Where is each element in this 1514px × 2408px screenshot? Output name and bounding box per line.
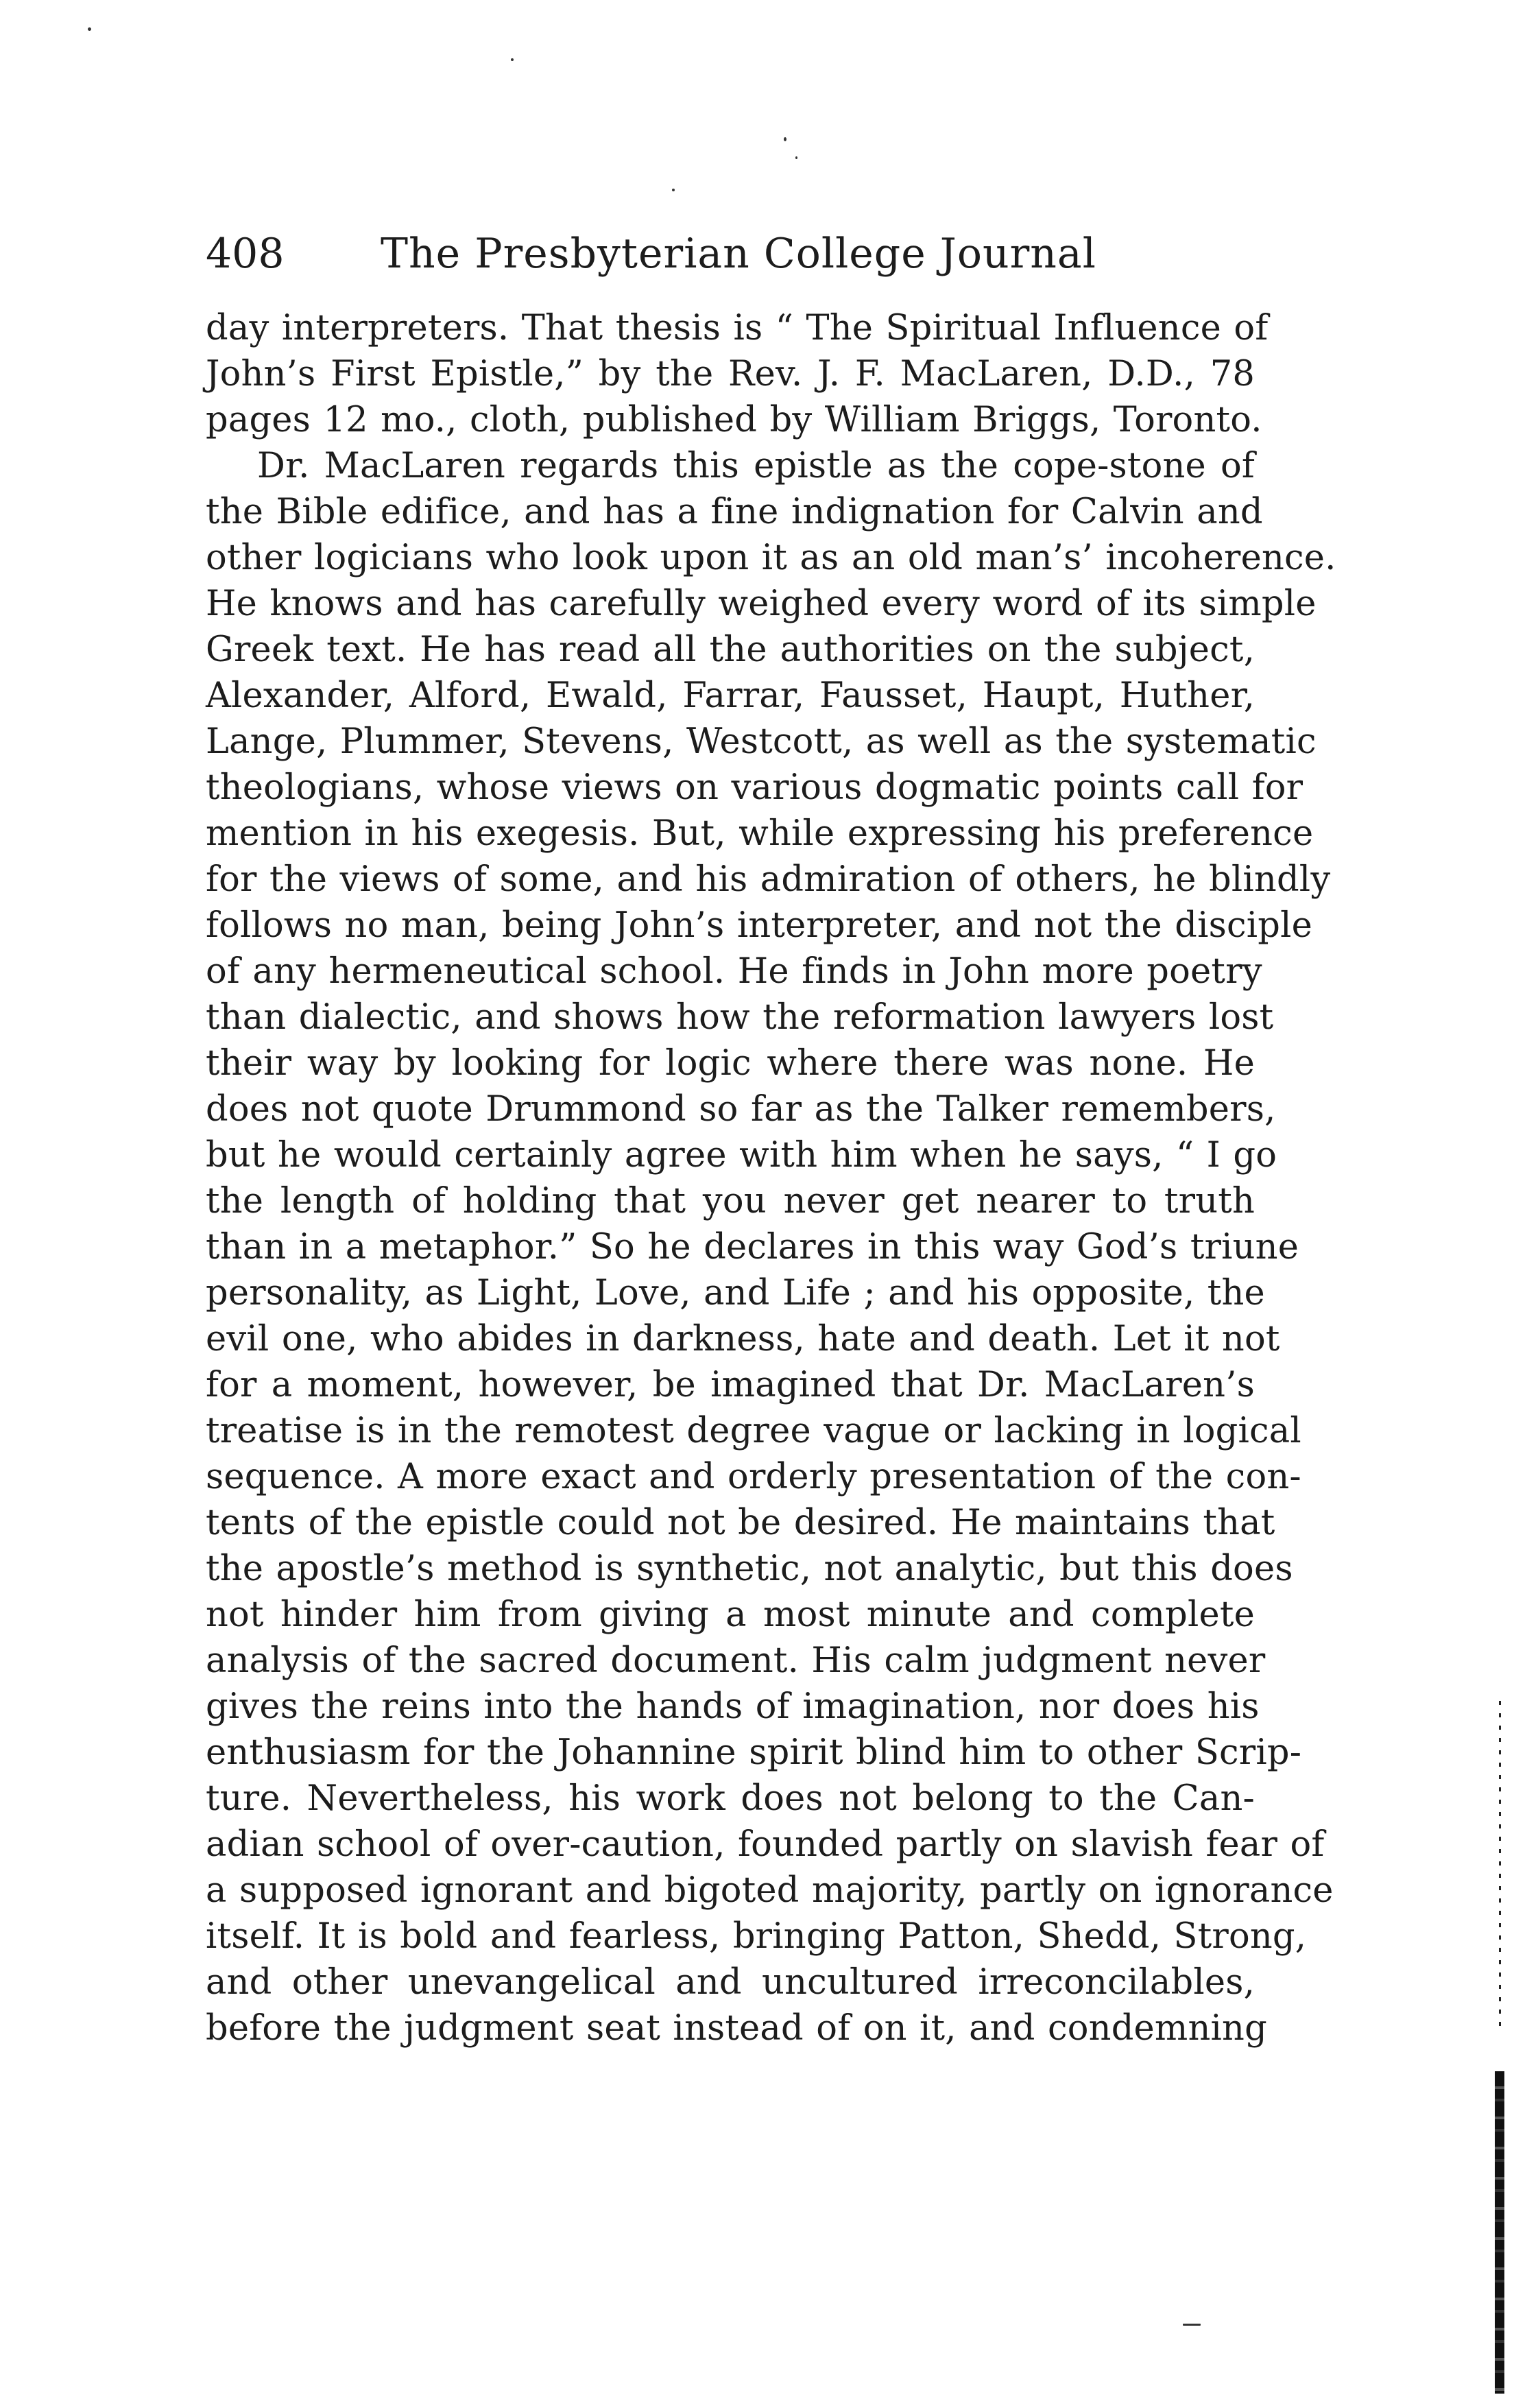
text-line: Dr. MacLaren regards this epistle as the cope-stone of: [257, 446, 1255, 486]
page-header: [206, 223, 1118, 285]
text-line: theologians, whose views on various dogmatic points call for: [206, 767, 1303, 808]
text-line: He knows and has carefully weighed every word of its simple: [206, 584, 1317, 624]
text-line: pages 12 mo., cloth, published by William Briggs, Toronto.: [206, 400, 1262, 440]
text-line: for the views of some, and his admiration of others, he blindly: [206, 859, 1331, 900]
scan-speck: [784, 137, 786, 141]
text-line: day interpreters. That thesis is “ The Spiritual Influence of: [206, 308, 1269, 348]
scan-edge-bar: [1495, 2071, 1504, 2394]
text-line: analysis of the sacred document. His calm judgment never: [206, 1641, 1266, 1681]
text-line: other logicians who look upon it as an old man’s’ incoherence.: [206, 538, 1336, 578]
text-line: but he would certainly agree with him when he says, “ I go: [206, 1135, 1277, 1176]
page-number: 408: [206, 230, 285, 278]
text-line: itself. It is bold and fearless, bringing Patton, Shedd, Strong,: [206, 1916, 1307, 1957]
scan-speck: [88, 27, 91, 31]
text-line: the Bible edifice, and has a fine indignation for Calvin and: [206, 492, 1263, 532]
scan-speck: [672, 189, 675, 191]
text-line: before the judgment seat instead of on it, and condemning: [206, 2008, 1267, 2049]
text-line: gives the reins into the hands of imagination, nor does his: [206, 1686, 1260, 1727]
text-line: their way by looking for logic where there was none. He: [206, 1043, 1255, 1084]
text-line: Lange, Plummer, Stevens, Westcott, as well as the systematic: [206, 722, 1317, 762]
text-line: than in a metaphor.” So he declares in this way God’s triune: [206, 1227, 1299, 1267]
text-line: the length of holding that you never get nearer to truth: [206, 1181, 1255, 1221]
text-line: and other unevangelical and uncultured irreconcilables,: [206, 1962, 1255, 2003]
scan-speck: [795, 156, 797, 159]
text-line: John’s First Epistle,” by the Rev. J. F. MacLaren, D.D., 78: [206, 354, 1255, 394]
text-line: sequence. A more exact and orderly presentation of the con-: [206, 1457, 1301, 1497]
text-line: enthusiasm for the Johannine spirit blind him to other Scrip-: [206, 1732, 1302, 1773]
text-line: ture. Nevertheless, his work does not belong to the Can-: [206, 1778, 1255, 1819]
text-line: Alexander, Alford, Ewald, Farrar, Fausset, Haupt, Huther,: [206, 676, 1255, 716]
text-line: for a moment, however, be imagined that Dr. MacLaren’s: [206, 1365, 1255, 1405]
text-line: treatise is in the remotest degree vague or lacking in logical: [206, 1411, 1301, 1451]
running-title: The Presbyterian College Journal: [381, 230, 1096, 278]
text-line: Greek text. He has read all the authorities on the subject,: [206, 630, 1255, 670]
text-line: personality, as Light, Love, and Life ; and his opposite, the: [206, 1273, 1265, 1313]
scan-speck: [1183, 2324, 1201, 2326]
text-line: does not quote Drummond so far as the Talker remembers,: [206, 1089, 1276, 1130]
text-line: not hinder him from giving a most minute and complete: [206, 1595, 1255, 1635]
text-line: of any hermeneutical school. He finds in John more poetry: [206, 951, 1262, 992]
text-line: evil one, who abides in darkness, hate and death. Let it not: [206, 1319, 1280, 1359]
scan-edge-marks: [1495, 1701, 1504, 2394]
text-line: tents of the epistle could not be desired. He maintains that: [206, 1503, 1275, 1543]
text-line: adian school of over-caution, founded partly on slavish fear of: [206, 1824, 1325, 1865]
scan-speck: [511, 58, 514, 61]
text-line: a supposed ignorant and bigoted majority, partly on ignorance: [206, 1870, 1334, 1911]
text-line: than dialectic, and shows how the reformation lawyers lost: [206, 997, 1274, 1038]
text-line: mention in his exegesis. But, while expressing his preference: [206, 813, 1314, 854]
text-line: the apostle’s method is synthetic, not analytic, but this does: [206, 1549, 1293, 1589]
text-line: follows no man, being John’s interpreter, and not the disciple: [206, 905, 1312, 946]
body-text: [206, 305, 1336, 2051]
scan-edge-dots: [1499, 1701, 1501, 2030]
